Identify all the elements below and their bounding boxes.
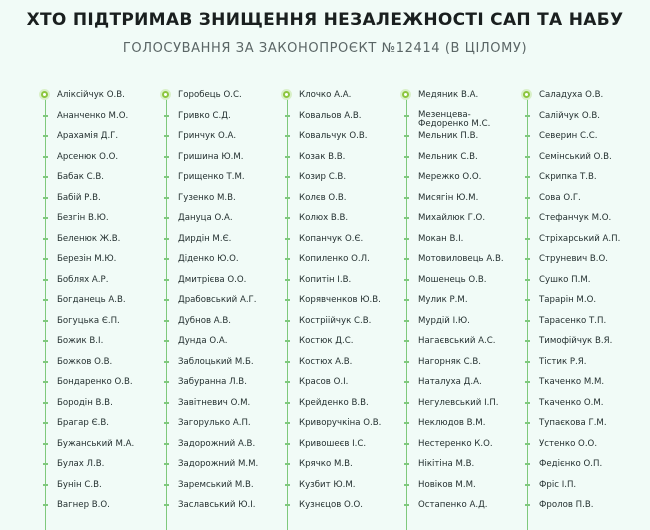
deputy-name: Костюк Д.С. xyxy=(299,336,381,357)
deputy-name: Грищенко Т.М. xyxy=(178,172,258,193)
names-list xyxy=(57,90,134,521)
deputy-name: Горобець О.С. xyxy=(178,90,242,100)
deputy-name: Стріхарський А.П. xyxy=(539,234,620,255)
deputy-name: Беленюк Ж.В. xyxy=(57,234,134,255)
deputy-name: Заславський Ю.І. xyxy=(178,500,258,521)
deputy-name: Драбовський А.Г. xyxy=(178,295,258,316)
deputy-name: Загорулько А.П. xyxy=(178,418,258,439)
deputy-name: Тістик Р.Я. xyxy=(539,357,620,378)
deputy-name: Мельник С.В. xyxy=(418,152,504,173)
deputy-name: Задорожний А.В. xyxy=(178,439,258,460)
deputy-name: Копиленко О.Л. xyxy=(299,254,381,275)
deputy-name: Богданець А.В. xyxy=(57,295,134,316)
names-list xyxy=(418,90,504,521)
deputy-name: Мезенцева- Федоренко М.С. xyxy=(418,111,504,132)
deputy-name: Струневич В.О. xyxy=(539,254,620,275)
deputy-name: Брагар Є.В. xyxy=(57,418,134,439)
deputy-name: Фріс І.П. xyxy=(539,480,620,501)
deputy-name: Козир С.В. xyxy=(299,172,381,193)
deputy-name: Мулик Р.М. xyxy=(418,295,504,316)
deputy-name: Мисягін Ю.М. xyxy=(418,193,504,214)
deputy-name: Корявченков Ю.В. xyxy=(299,295,381,316)
deputy-name: Булах Л.В. xyxy=(57,459,134,480)
deputy-name: Кузнєцов О.О. xyxy=(299,500,381,521)
names-list xyxy=(178,90,258,521)
deputy-name: Мокан В.І. xyxy=(418,234,504,255)
deputy-name: Ковальчук О.В. xyxy=(299,131,381,152)
deputy-name: Неклюдов В.М. xyxy=(418,418,504,439)
deputy-name: Остапенко А.Д. xyxy=(418,500,504,521)
deputy-name: Нікітіна М.В. xyxy=(418,459,504,480)
deputy-name: Боблях А.Р. xyxy=(57,275,134,296)
deputy-name: Аліксійчук О.В. xyxy=(57,90,125,100)
deputy-name: Заблоцький М.Б. xyxy=(178,357,258,378)
deputy-name: Дирдін М.Є. xyxy=(178,234,258,255)
deputy-name: Скрипка Т.В. xyxy=(539,172,620,193)
deputy-name: Колєв О.В. xyxy=(299,193,381,214)
deputy-name: Крейденко В.В. xyxy=(299,398,381,419)
deputy-name: Фролов П.В. xyxy=(539,500,620,521)
deputy-name: Северин С.С. xyxy=(539,131,620,152)
deputy-name: Божков О.В. xyxy=(57,357,134,378)
deputy-name: Вагнер В.О. xyxy=(57,500,134,521)
deputy-name: Дануца О.А. xyxy=(178,213,258,234)
deputy-name: Тимофійчук В.Я. xyxy=(539,336,620,357)
deputy-name: Божик В.І. xyxy=(57,336,134,357)
deputy-name: Гринчук О.А. xyxy=(178,131,258,152)
timeline-dot-icon xyxy=(400,89,411,100)
deputy-name: Копитін І.В. xyxy=(299,275,381,296)
deputy-name: Медяник В.А. xyxy=(418,90,479,100)
deputy-name: Кузбит Ю.М. xyxy=(299,480,381,501)
deputy-name: Ковальов А.В. xyxy=(299,111,381,132)
timeline-dot-icon xyxy=(521,89,532,100)
deputy-name: Нестеренко К.О. xyxy=(418,439,504,460)
deputy-name: Заремський М.В. xyxy=(178,480,258,501)
deputy-name: Клочко А.А. xyxy=(299,90,352,100)
page-title: ХТО ПІДТРИМАВ ЗНИЩЕННЯ НЕЗАЛЕЖНОСТІ САП ТА НАБУ xyxy=(26,10,624,30)
deputy-name: Задорожний М.М. xyxy=(178,459,258,480)
deputy-name: Арсенюк О.О. xyxy=(57,152,134,173)
timeline-dot-icon xyxy=(160,89,171,100)
deputy-name: Бондаренко О.В. xyxy=(57,377,134,398)
deputy-name: Мельник П.В. xyxy=(418,131,504,152)
deputy-name: Наталуха Д.А. xyxy=(418,377,504,398)
deputy-name: Ткаченко М.М. xyxy=(539,377,620,398)
deputy-name: Нагаєвський А.С. xyxy=(418,336,504,357)
deputy-name: Дмитрієва О.О. xyxy=(178,275,258,296)
timeline-dot-icon xyxy=(281,89,292,100)
deputy-name: Саладуха О.В. xyxy=(539,90,604,100)
deputy-name: Копанчук О.Є. xyxy=(299,234,381,255)
deputy-name: Бабій Р.В. xyxy=(57,193,134,214)
deputies-columns xyxy=(0,87,650,520)
deputy-name: Бужанський М.А. xyxy=(57,439,134,460)
deputy-name: Ананченко М.О. xyxy=(57,111,134,132)
deputy-name: Діденко Ю.О. xyxy=(178,254,258,275)
deputy-name: Березін М.Ю. xyxy=(57,254,134,275)
deputy-name: Мошенець О.В. xyxy=(418,275,504,296)
deputy-name: Нагорняк С.В. xyxy=(418,357,504,378)
deputy-name: Федієнко О.П. xyxy=(539,459,620,480)
deputy-name: Тарарін М.О. xyxy=(539,295,620,316)
deputy-name: Мотовиловець А.В. xyxy=(418,254,504,275)
deputy-name: Тупаєкова Г.М. xyxy=(539,418,620,439)
deputy-name: Михайлюк Г.О. xyxy=(418,213,504,234)
deputy-name: Красов О.І. xyxy=(299,377,381,398)
deputy-name: Салійчук О.В. xyxy=(539,111,620,132)
deputy-name: Ткаченко О.М. xyxy=(539,398,620,419)
deputy-name: Бородін В.В. xyxy=(57,398,134,419)
deputy-name: Забуранна Л.В. xyxy=(178,377,258,398)
page-subtitle: ГОЛОСУВАННЯ ЗА ЗАКОНОПРОЄКТ №12414 (В ЦІЛОМУ) xyxy=(122,41,528,56)
deputy-name: Костріійчук С.В. xyxy=(299,316,381,337)
deputy-name: Костюх А.В. xyxy=(299,357,381,378)
deputy-name: Сова О.Г. xyxy=(539,193,620,214)
deputy-name: Криворучкіна О.В. xyxy=(299,418,381,439)
deputy-name: Стефанчук М.О. xyxy=(539,213,620,234)
deputy-name: Бунін С.В. xyxy=(57,480,134,501)
deputy-name: Арахамія Д.Г. xyxy=(57,131,134,152)
timeline-dot-icon xyxy=(39,89,50,100)
names-list xyxy=(539,90,620,521)
deputy-name: Безгін В.Ю. xyxy=(57,213,134,234)
deputy-name: Устенко О.О. xyxy=(539,439,620,460)
deputy-name: Мурдій І.Ю. xyxy=(418,316,504,337)
deputy-name: Дубнов А.В. xyxy=(178,316,258,337)
deputy-name: Тарасенко Т.П. xyxy=(539,316,620,337)
deputy-name: Мережко О.О. xyxy=(418,172,504,193)
deputy-name: Новіков М.М. xyxy=(418,480,504,501)
deputy-name: Сушко П.М. xyxy=(539,275,620,296)
deputy-name: Крячко М.В. xyxy=(299,459,381,480)
deputy-name: Богуцька Є.П. xyxy=(57,316,134,337)
deputy-name: Негулевський І.П. xyxy=(418,398,504,419)
deputy-name: Дунда О.А. xyxy=(178,336,258,357)
names-list xyxy=(299,90,381,521)
deputy-name: Завітневич О.М. xyxy=(178,398,258,419)
deputy-name: Кривошеєв І.С. xyxy=(299,439,381,460)
deputy-name: Гузенко М.В. xyxy=(178,193,258,214)
deputy-name: Бабак С.В. xyxy=(57,172,134,193)
deputy-name: Козак В.В. xyxy=(299,152,381,173)
deputy-name: Гривко С.Д. xyxy=(178,111,258,132)
deputy-name: Семінський О.В. xyxy=(539,152,620,173)
deputy-name: Гришина Ю.М. xyxy=(178,152,258,173)
deputy-name: Колюх В.В. xyxy=(299,213,381,234)
